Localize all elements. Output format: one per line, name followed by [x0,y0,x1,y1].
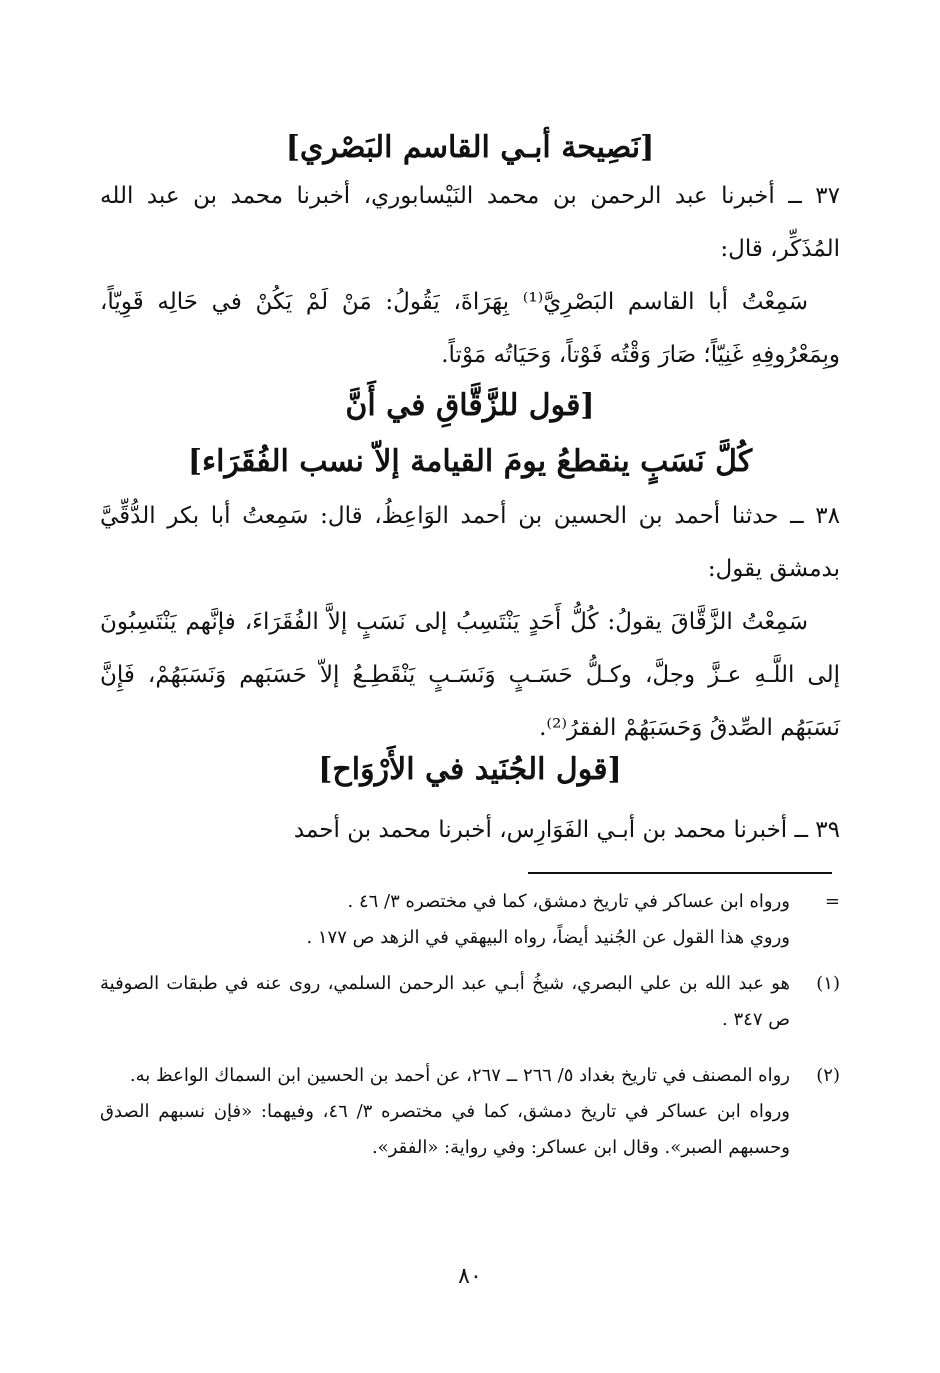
paragraph-38 [100,490,840,755]
footnote-2-text-continued: ورواه ابن عساكر في تاريخ دمشق، كما في مختصره ٣/ ٤٦، وفيهما: «فإن نسبهم الصدق وحسبهم الصبر». وقال ابن عساكر: وفي رواية: «الفقر». [100,1101,790,1158]
footnote-1-marker: (١) [816,973,840,994]
footnote-2-marker: (٢) [816,1065,840,1086]
footnote-1-text: هو عبد الله بن علي البصري، شيخُ أبـي عبد الرحمن السلمي، روى عنه في طبقات الصوفية ص ٣٤٧ . [100,973,790,1030]
footnote-continuation-line: وروي هذا القول عن الجُنيد أيضاً، رواه البيهقي في الزهد ص ١٧٧ . [306,927,790,948]
paragraph-37 [100,170,840,382]
footnote-2-body [100,1058,790,1166]
footnote-1 [100,966,840,1038]
footnote-1-body [100,966,790,1038]
section-heading-zaqqaq-line-1: [قول للزَّقَّاقِ في أَنَّ [345,388,595,423]
paragraph-37-isnad: ٣٧ ــ أخبرنا عبد الرحمن بن محمد النَيْسابوري، أخبرنا محمد بن عبد الله المُذَكِّر، قال: [100,183,840,262]
footnote-continuation [100,884,840,956]
paragraph-39 [100,804,840,857]
footnote-continuation-line: ورواه ابن عساكر في تاريخ دمشق، كما في مختصره ٣/ ٤٦ . [347,891,790,912]
footnote-divider [528,872,832,874]
paragraph-38-isnad: ٣٨ ــ حدثنا أحمد بن الحسين بن أحمد الوَاعِظُ، قال: سَمِعتُ أبا بكر الدُّقِّيَّ بدمشق يقول: [100,503,840,582]
section-heading-zaqqaq-line-2: كُلَّ نَسَبٍ ينقطعُ يومَ القيامة إلاّ نسب الفُقَرَاء] [187,444,753,479]
paragraph-37-saying: سَمِعْتُ أبا القاسم البَصْرِيَّ⁽¹⁾ بِهَرَاةَ، يَقُولُ: مَنْ لَمْ يَكُنْ في حَالِه قَوِيّاً، وبِمَعْرُوفِهِ غَنِيّاً؛ صَارَ وَقْتُه فَوْتاً، وَحَيَاتُه مَوْتاً. [100,289,840,368]
section-heading-junayd-spirits: [قول الجُنَيد في الأَرْوَاح] [318,752,622,787]
section-heading-basri-advice: [نَصِيحة أبـي القاسم البَصْري] [285,130,655,165]
footnote-continuation-body [100,884,790,956]
footnote-2 [100,1058,840,1166]
page-number: ٨٠ [458,1264,482,1289]
paragraph-39-isnad: ٣٩ ــ أخبرنا محمد بن أبـي الفَوَارِس، أخبرنا محمد بن أحمد [293,817,840,843]
footnote-continuation-marker: = [824,891,840,912]
footnote-2-text: رواه المصنف في تاريخ بغداد ٥/ ٢٦٦ ــ ٢٦٧، عن أحمد بن الحسين ابن السماك الواعظ به. [129,1065,790,1086]
paragraph-38-saying: سَمِعْتُ الزَّقَّاقَ يقولُ: كُلُّ أَحَدٍ يَنْتَسِبُ إلى نَسَبٍ إلاَّ الفُقَرَاءَ، فإنَّهم يَنْتَسِبُونَ إلى اللَّـهِ عـزَّ وجلَّ، وكـلُّ حَسَـبٍ وَنَسَـبٍ يَنْقَطِـعُ إلاّ حَسَبَهم وَنَسَبَهُمْ، فَإِنَّ نَسَبَهُم الصِّدقُ وَحَسَبَهُمْ الفقرُ⁽²⁾. [100,609,840,741]
